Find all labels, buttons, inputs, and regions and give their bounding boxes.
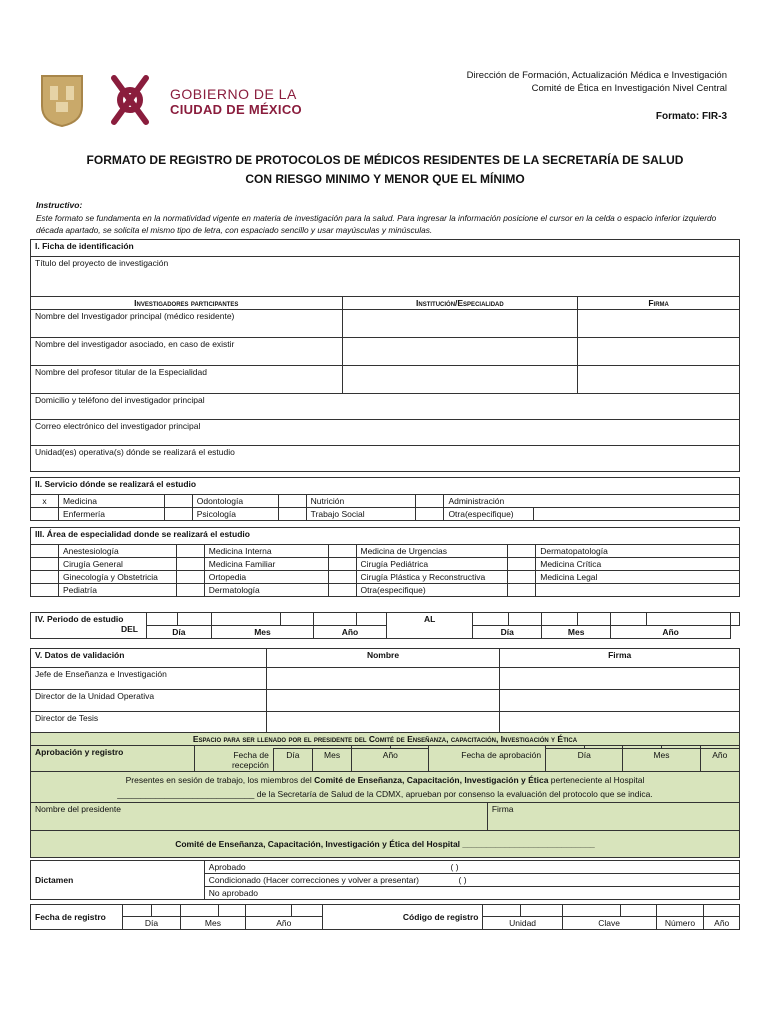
approval-month-label: Mes [623,749,700,772]
col-investigators: Investigadores participantes [31,297,343,310]
principal-signature-field[interactable] [578,310,740,338]
service-trabajo-social: Trabajo Social [306,508,416,521]
committee-table [30,732,740,858]
identification-table [30,239,740,472]
period-spacer [731,626,740,639]
approval-label: Aprobación y registro [31,746,195,772]
email-label: Correo electrónico del investigador principal [35,421,201,431]
section-4-title [31,613,147,639]
col-name: Nombre [266,649,500,668]
reg-year-field[interactable] [291,905,322,917]
reg-number-label: Número [656,917,704,930]
associate-investigator-label: Nombre del investigador asociado, en caso de existir [35,339,235,349]
principal-investigator-label: Nombre del Investigador principal (médico residente) [35,311,235,321]
end-day-field[interactable] [508,613,541,626]
start-month-field[interactable] [178,613,211,626]
committee-banner: Espacio para ser llenado por el presidente del Comité de Enseñanza, capacitación, Investigación y Ética [31,733,740,746]
instructions-text: Este formato se fundamenta en la normatividad vigente en materia de investigación para la salud. Para ingresar la información posicione el cursor en la celda o espacio inferior izquierdo década apartado, se solicita el mismo tipo de letra, con espaciado sencillo y usar mayúsculas y minúsculas. [36,213,717,235]
address-field[interactable] [31,394,740,420]
start-extra-field[interactable] [280,613,313,626]
reg-month-label: Mes [181,917,246,930]
validation-row: Director de Tesis [31,712,267,734]
dictamen-table [30,860,740,900]
service-otra-field[interactable] [534,508,740,521]
col-institution: Institución/Especialidad [342,297,578,310]
reg-unit-field[interactable] [483,905,521,917]
reg-year-code-field[interactable] [704,905,740,917]
specialty-check[interactable] [508,545,536,558]
reception-day-label: Día [273,749,312,772]
validation-table [30,648,740,734]
specialty-check[interactable] [31,558,59,571]
specialty-check[interactable] [328,545,356,558]
del-label: DEL [121,624,138,634]
end-month-field[interactable] [577,613,611,626]
end-extra-field[interactable] [731,613,740,626]
end-year-field[interactable] [611,613,646,626]
dictamen-not-approved-option[interactable] [204,887,739,900]
committee-label: Comité de Ética en Investigación Nivel Central [531,83,727,94]
specialty-item: Ortopedia [204,571,328,584]
president-signature-label: Firma [491,803,514,814]
reg-unit-label: Unidad [483,917,562,930]
specialty-item: Medicina Interna [204,545,328,558]
reg-month-field[interactable] [181,905,219,917]
professor-field[interactable] [31,366,343,394]
service-table [30,477,740,521]
email-field[interactable] [31,420,740,446]
reg-year-field[interactable] [245,905,291,917]
end-month-field[interactable] [542,613,577,626]
specialty-check[interactable] [328,558,356,571]
al-label: AL [386,613,472,639]
start-extra-field[interactable] [314,613,357,626]
address-label: Domicilio y teléfono del investigador principal [35,395,205,405]
reg-key-label: Clave [562,917,656,930]
cdmx-coat-of-arms-icon [38,72,86,128]
section-5-title: V. Datos de validación [31,649,267,668]
reg-unit-field[interactable] [520,905,562,917]
units-label: Unidad(es) operativa(s) dónde se realizará el estudio [35,447,235,457]
service-check-enfermeria[interactable] [31,508,59,521]
validation-row: Jefe de Enseñanza e Investigación [31,668,267,690]
specialty-item: Cirugía Pediátrica [356,558,508,571]
specialty-table [30,527,740,597]
reg-day-field[interactable] [151,905,180,917]
service-nutricion: Nutrición [306,495,416,508]
specialty-item: Cirugía Plástica y Reconstructiva [356,571,508,584]
instructions-label: Instructivo: [36,200,83,210]
approved-checkbox[interactable]: ( ) [450,862,459,872]
validation-name-field[interactable] [266,712,500,734]
specialty-otra-field[interactable] [536,584,740,597]
project-title-field[interactable] [31,257,740,297]
associate-signature-field[interactable] [578,338,740,366]
professor-label: Nombre del profesor titular de la Especialidad [35,367,207,377]
government-name-line1: GOBIERNO DE LA [170,86,297,102]
specialty-check[interactable] [176,545,204,558]
reg-number-field[interactable] [656,905,704,917]
specialty-check[interactable] [31,571,59,584]
end-year-label: Año [611,626,731,639]
specialty-item: Medicina Crítica [536,558,740,571]
specialty-item: Cirugía General [58,558,176,571]
specialty-check[interactable] [508,558,536,571]
validation-signature-field[interactable] [500,668,740,690]
session-text [31,771,740,802]
specialty-check[interactable] [508,584,536,597]
conditioned-label: Condicionado (Hacer correcciones y volver a presentar) [208,875,420,885]
validation-name-field[interactable] [266,668,500,690]
reg-day-field[interactable] [122,905,151,917]
reg-code-label: Código de registro [322,905,483,930]
specialty-check[interactable] [328,584,356,597]
start-day-label: Día [146,626,211,639]
service-odontologia: Odontología [192,495,278,508]
president-signature-field[interactable] [487,802,739,830]
associate-investigator-field[interactable] [31,338,343,366]
service-check-otra[interactable] [416,508,444,521]
service-enfermeria: Enfermería [58,508,164,521]
reg-date-label: Fecha de registro [31,905,123,930]
service-check-trabajo-social[interactable] [278,508,306,521]
dictamen-approved-option[interactable] [204,861,739,874]
specialty-item: Otra(especifique) [356,584,508,597]
format-code: Formato: FIR-3 [655,111,727,122]
associate-institution-field[interactable] [342,338,578,366]
specialty-check[interactable] [176,558,204,571]
specialty-check[interactable] [31,545,59,558]
service-check-odontologia[interactable] [164,495,192,508]
conditioned-checkbox[interactable]: ( ) [458,875,467,885]
specialty-check[interactable] [328,571,356,584]
service-check-psicologia[interactable] [164,508,192,521]
section-4-label: IV. Periodo de estudio [35,614,124,624]
cdmx-logo-icon [100,68,160,132]
registration-table [30,904,740,930]
start-year-field[interactable] [211,613,280,626]
reg-day-label: Día [122,917,180,930]
specialty-item: Dermatología [204,584,328,597]
validation-row: Director de la Unidad Operativa [31,690,267,712]
government-name-line2: CIUDAD DE MÉXICO [170,102,302,117]
specialty-item: Dermatopatología [536,545,740,558]
direction-label: Dirección de Formación, Actualización Médica e Investigación [466,70,727,81]
validation-name-field[interactable] [266,690,500,712]
hospital-committee-line: Comité de Enseñanza, Capacitación, Investigación y Ética del Hospital ____________________________ [31,830,740,857]
end-month-label: Mes [542,626,611,639]
validation-signature-field[interactable] [500,690,740,712]
reg-key-field[interactable] [621,905,656,917]
service-check-nutricion[interactable] [278,495,306,508]
service-psicologia: Psicología [192,508,278,521]
start-day-field[interactable] [146,613,178,626]
col-signature: Firma [578,297,740,310]
president-name-field[interactable] [31,802,488,830]
dictamen-label: Dictamen [31,861,205,900]
specialty-item: Medicina de Urgencias [356,545,508,558]
president-label: Nombre del presidente [35,803,121,814]
specialty-item: Pediatría [58,584,176,597]
professor-institution-field[interactable] [342,366,578,394]
specialty-item: Medicina Familiar [204,558,328,571]
section-2-title: II. Servicio dónde se realizará el estudio [31,478,740,495]
service-medicina: Medicina [58,495,164,508]
dictamen-conditioned-option[interactable] [204,874,739,887]
validation-signature-field[interactable] [500,712,740,734]
reg-year-label: Año [245,917,322,930]
col-signature: Firma [500,649,740,668]
principal-institution-field[interactable] [342,310,578,338]
service-administracion: Administración [444,495,740,508]
professor-signature-field[interactable] [578,366,740,394]
specialty-check[interactable] [508,571,536,584]
reception-date-label: Fecha de recepción [195,749,273,772]
reception-year-label: Año [352,749,429,772]
reception-month-label: Mes [312,749,351,772]
specialty-check[interactable] [176,584,204,597]
start-month-label: Mes [211,626,313,639]
session-text-pre: Presentes en sesión de trabajo, los miembros del [125,774,315,785]
approval-date-label: Fecha de aprobación [429,749,546,772]
principal-investigator-field[interactable] [31,310,343,338]
end-day-field[interactable] [473,613,508,626]
section-3-title: III. Área de especialidad donde se realizará el estudio [31,528,740,545]
reg-key-field[interactable] [562,905,620,917]
end-day-label: Día [473,626,542,639]
specialty-check[interactable] [176,571,204,584]
section-1-title: I. Ficha de identificación [31,240,740,257]
start-extra-field[interactable] [357,613,387,626]
session-text-post: perteneciente al Hospital [548,774,645,785]
not-approved-label: No aprobado [208,888,258,898]
service-check-medicina[interactable]: x [31,495,59,508]
form-title-line1: FORMATO DE REGISTRO DE PROTOCOLOS DE MÉDICOS RESIDENTES DE LA SECRETARÍA DE SALUD [86,153,684,167]
approval-year-label: Año [700,749,739,772]
session-text-bold: Comité de Enseñanza, Capacitación, Investigación y Ética [314,774,549,785]
approved-label: Aprobado [208,862,246,872]
end-year-field[interactable] [646,613,730,626]
service-otra: Otra(especifique) [444,508,534,521]
period-table [30,612,740,639]
reg-code-year-label: Año [704,917,740,930]
specialty-item: Medicina Legal [536,571,740,584]
session-text-line2: _____________________________ de la Secretaría de Salud de la CDMX, aprueban por consenso la evaluación del protocolo que se indica. [117,788,653,799]
reg-month-field[interactable] [218,905,245,917]
approval-day-label: Día [546,749,623,772]
units-field[interactable] [31,446,740,472]
start-year-label: Año [314,626,387,639]
project-title-label: Título del proyecto de investigación [35,258,169,268]
form-title-line2: CON RIESGO MINIMO Y MENOR QUE EL MÍNIMO [245,172,525,186]
service-check-administracion[interactable] [416,495,444,508]
specialty-check[interactable] [31,584,59,597]
specialty-item: Anestesiología [58,545,176,558]
specialty-item: Ginecología y Obstetricia [58,571,176,584]
